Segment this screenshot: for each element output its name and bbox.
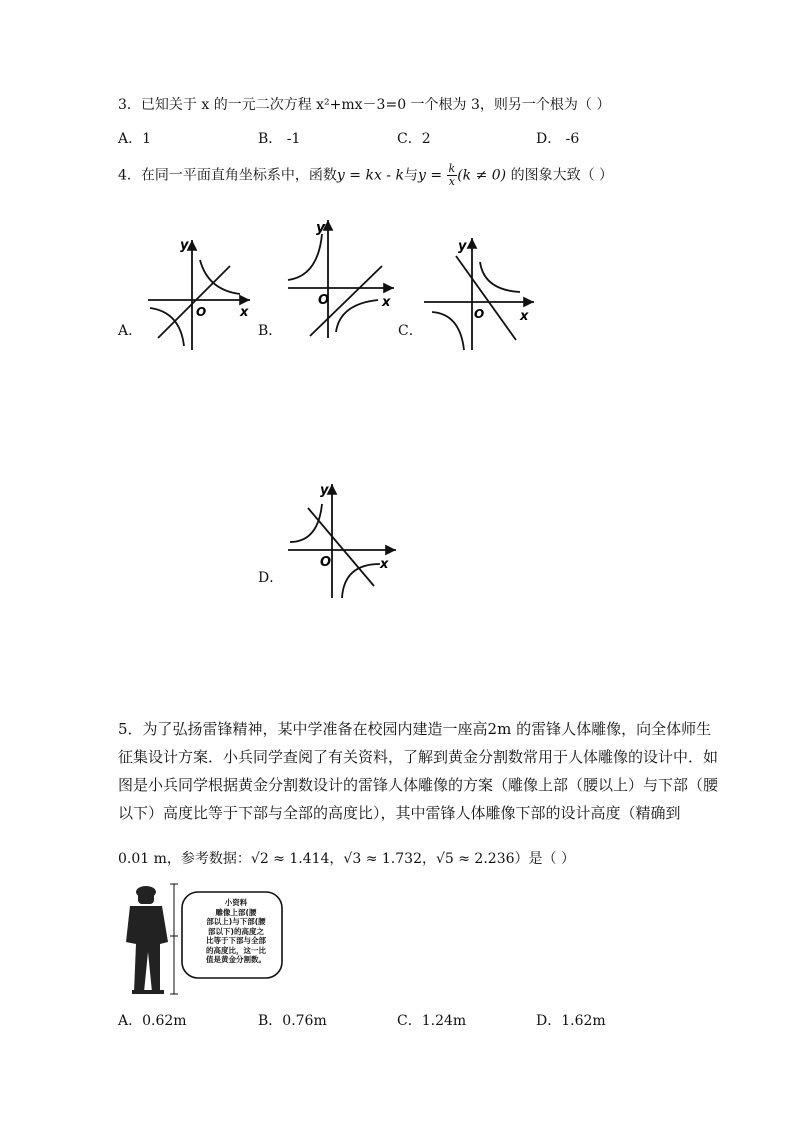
y-label: y [320,483,329,498]
q3-stem: 3．已知关于 x 的一元二次方程 x²+mx－3=0 一个根为 3，则另一个根为（ ） [118,97,611,113]
q5-line-1: 5．为了弘扬雷锋精神，某中学准备在校园内建造一座高2m 的雷锋人体雕像，向全体师生 [118,720,712,738]
q4-func1: y = kx - k [336,167,404,184]
q5-option-c[interactable]: C．1.24m [397,1013,467,1029]
hyperbola-branch-q2 [288,234,322,280]
q4-graph-a [140,232,260,354]
q4-option-b[interactable]: B． [258,323,283,339]
note-line-3: 部以下)的高度之 [208,926,264,936]
q3-option-c[interactable]: C．2 [397,131,431,147]
q5-line-2: 征集设计方案．小兵同学查阅了有关资料，了解到黄金分割数常用于人体雕像的设计中．如 [118,748,719,766]
hyperbola-branch-q1 [480,262,520,292]
note-line-1: 雕像上部(腰 [215,907,257,917]
note-title: 小资料 [224,898,248,907]
hyperbola-branch-q4 [342,564,380,598]
q4-graph-d [284,478,402,602]
line-graph [308,508,374,586]
note-line-2: 部以上)与下部(腰 [206,917,266,926]
origin-label: O [320,555,332,570]
line-graph [158,266,230,338]
q4-option-c[interactable]: C． [398,323,423,339]
note-line-4: 比等于下部与全部 [206,936,266,945]
x-label: x [520,309,529,324]
y-label: y [458,239,467,254]
q5-note [190,898,282,965]
q5-line-3: 图是小兵同学根据黄金分割数设计的雷锋人体雕像的方案（雕像上部（腰以上）与下部（腰 [118,776,719,794]
q4-func2-cond: (k ≠ 0) [457,167,507,184]
q5-option-d[interactable]: D．1.62m [536,1013,606,1029]
hyperbola-branch-q3 [150,308,184,346]
note-line-5: 的高度比，这一比 [206,945,266,955]
q4-option-d[interactable]: D． [258,570,284,586]
q4-stem-after: 的图象大致（ ） [510,167,614,184]
origin-label: O [318,293,330,308]
q4-func2-lhs: y = [417,167,443,184]
y-label: y [316,220,326,236]
q5-option-b[interactable]: B．0.76m [258,1013,327,1029]
hyperbola-branch-q3 [432,312,464,350]
note-line-6: 值是黄金分割数。 [206,955,266,964]
y-label: y [180,238,189,253]
q4-connector: 与 [403,167,418,184]
origin-label: O [474,307,485,321]
q3-option-b[interactable]: B． -1 [258,131,301,147]
q3-option-a[interactable]: A．1 [118,131,152,147]
q5-option-a[interactable]: A．0.62m [118,1013,187,1029]
x-label: x [240,305,249,320]
q4-graph-c [420,232,542,354]
q4-stem-before: 4．在同一平面直角坐标系中，函数 [118,167,337,184]
q4-func2-den: x [448,175,455,188]
origin-label: O [196,305,207,319]
x-label: x [382,295,391,310]
q5-line-4: 以下）高度比等于下部与全部的高度比），其中雷锋人体雕像下部的设计高度（精确到 [118,804,681,822]
line-graph [456,256,516,340]
q5-line-5: 0.01 m，参考数据：√2 ≈ 1.414，√3 ≈ 1.732，√5 ≈ 2.236）是（ ） [118,851,575,867]
q4-option-a[interactable]: A． [118,323,143,339]
q4-func2-fraction [447,163,458,188]
q4-graph-b [282,214,402,342]
x-label: x [380,557,389,572]
q3-option-d[interactable]: D． -6 [536,131,580,147]
q4-func2-num: k [448,162,456,175]
hyperbola-branch-q2 [290,504,322,542]
statue-silhouette [126,886,168,994]
q4-stem [118,163,613,188]
